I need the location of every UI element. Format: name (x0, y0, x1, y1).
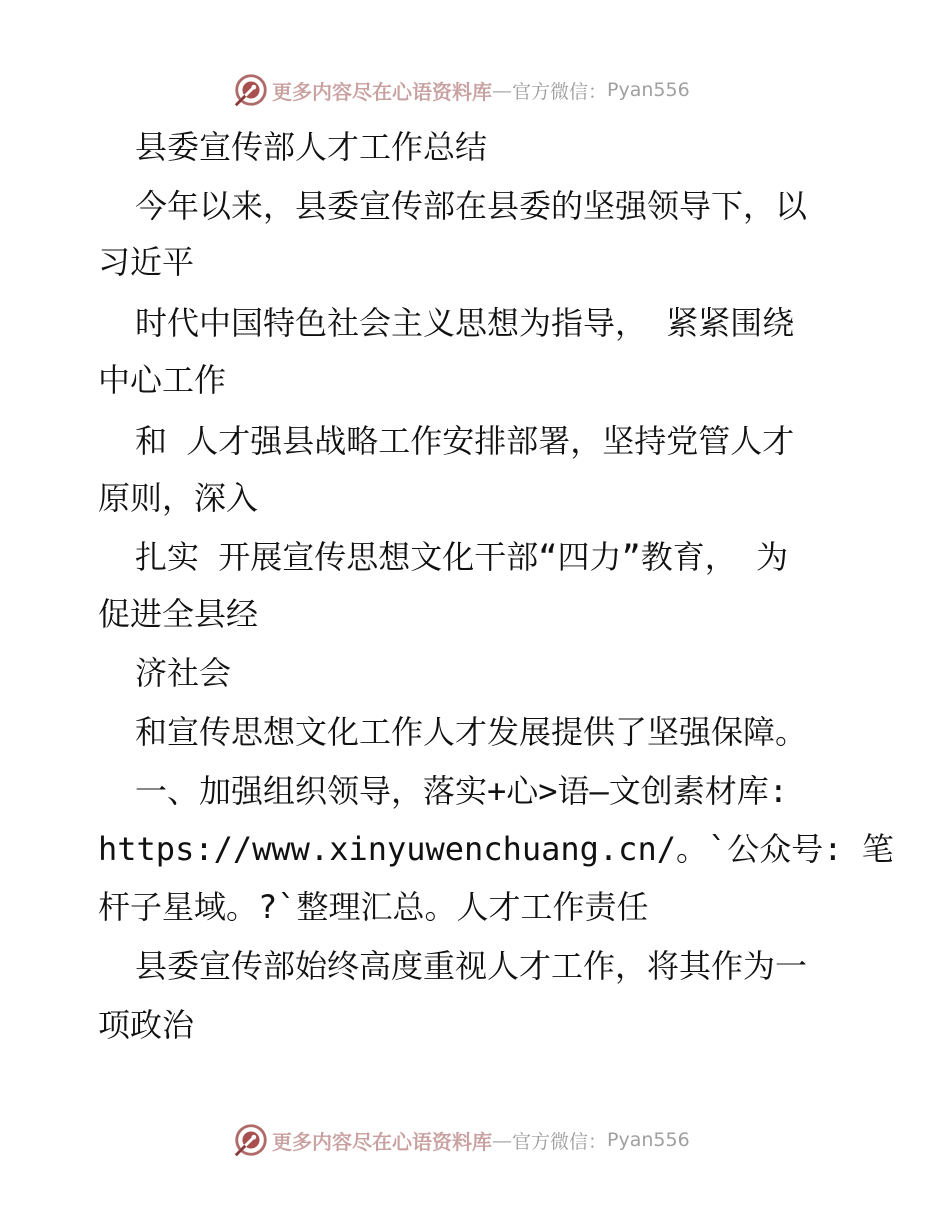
text-line: 时代中国特色社会主义思想为指导， 紧紧围绕 (135, 304, 795, 342)
watermark-wechat-label: 官方微信： (512, 1130, 608, 1153)
watermark-wechat-label: 官方微信： (512, 80, 608, 103)
pen-logo-icon (232, 71, 270, 109)
document-title: 县委宣传部人才工作总结 (135, 128, 488, 166)
watermark-separator: — (492, 78, 512, 102)
text-line: 一、加强组织领导，落实+心>语—文创素材库: (135, 772, 789, 810)
text-line: 和 人才强县战略工作安排部署，坚持党管人才 (135, 422, 795, 460)
header-watermark (232, 70, 690, 110)
text-line: 原则，深入 (98, 479, 259, 517)
footer-watermark (232, 1120, 690, 1160)
text-line: 济社会 (135, 654, 232, 692)
text-line: 杆子星域。?`整理汇总。人才工作责任 (98, 888, 649, 926)
text-line: 项政治 (98, 1006, 195, 1044)
watermark-separator: — (492, 1128, 512, 1152)
pen-logo-icon (232, 1121, 270, 1159)
text-line: 促进全县经 (98, 595, 259, 633)
text-line: 县委宣传部始终高度重视人才工作，将其作为一 (135, 947, 808, 985)
text-line: 习近平 (98, 243, 195, 281)
text-line: 今年以来，县委宣传部在县委的坚强领导下，以 (135, 187, 808, 225)
text-line: 中心工作 (98, 361, 227, 399)
text-line: 和宣传思想文化工作人才发展提供了坚强保障。 (135, 713, 808, 751)
text-line: https://www.xinyuwenchuang.cn/。`公众号: 笔 (98, 830, 894, 868)
watermark-wechat-id: Pyan556 (607, 79, 690, 101)
watermark-main-text: 更多内容尽在心语资料库 (272, 1129, 492, 1154)
watermark-wechat-id: Pyan556 (607, 1129, 690, 1151)
text-line: 扎实 开展宣传思想文化干部“四力”教育， 为 (135, 538, 789, 576)
watermark-main-text: 更多内容尽在心语资料库 (272, 79, 492, 104)
